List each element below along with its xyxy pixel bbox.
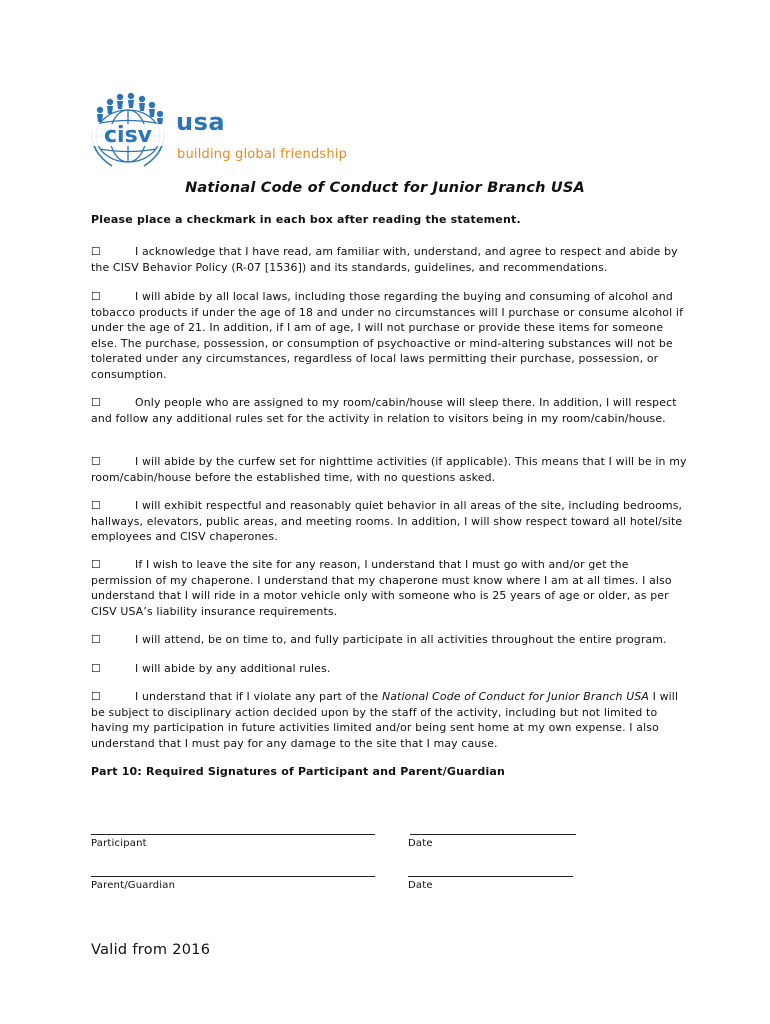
logo-tagline: building global friendship bbox=[177, 147, 348, 162]
checkbox[interactable]: ☐ bbox=[91, 396, 101, 409]
statement-1 bbox=[91, 244, 687, 275]
participant-date-line[interactable] bbox=[410, 834, 576, 835]
statement-text: If I wish to leave the site for any reason, I understand that I must go with and/or get the permission of my chaperone. I understand that my chaperone must know where I am at all times. I also understand that I will ride in a motor vehicle only with someone who is 25 years of age or older, as per CISV USA’s liability insurance requirements. bbox=[91, 558, 672, 618]
checkbox[interactable]: ☐ bbox=[91, 499, 101, 512]
statement-8 bbox=[91, 661, 687, 677]
instruction-text: Please place a checkmark in each box after reading the statement. bbox=[91, 213, 521, 226]
statement-text: I will attend, be on time to, and fully participate in all activities throughout the entire program. bbox=[135, 633, 667, 646]
statement-text-before: I understand that if I violate any part of the bbox=[135, 690, 382, 703]
cisv-usa-logo bbox=[86, 90, 356, 170]
statement-7 bbox=[91, 632, 687, 648]
parent-guardian-label: Parent/Guardian bbox=[91, 880, 176, 891]
statement-text: I acknowledge that I have read, am familiar with, understand, and agree to respect and abide by the CISV Behavior Policy (R-07 [1536]) and its standards, guidelines, and recommendations. bbox=[91, 245, 678, 274]
logo-cisv-text: cisv bbox=[103, 123, 153, 148]
parent-date-label: Date bbox=[408, 880, 433, 891]
part-10-heading: Part 10: Required Signatures of Participant and Parent/Guardian bbox=[91, 765, 506, 778]
statement-5 bbox=[91, 498, 687, 545]
statement-italic-title: National Code of Conduct for Junior Branch USA bbox=[381, 690, 649, 703]
statement-text: I will abide by any additional rules. bbox=[135, 662, 331, 675]
statement-text: I will abide by the curfew set for nighttime activities (if applicable). This means that I will be in my room/cabin/house before the established time, with no questions asked. bbox=[91, 455, 687, 484]
checkbox[interactable]: ☐ bbox=[91, 455, 101, 468]
statement-text: I will exhibit respectful and reasonably quiet behavior in all areas of the site, including bedrooms, hallways, elevators, public areas, and meeting rooms. In addition, I will show respect toward all hotel/site employees and CISV chaperones. bbox=[91, 499, 683, 544]
participant-signature-line[interactable] bbox=[91, 834, 375, 835]
checkbox[interactable]: ☐ bbox=[91, 558, 101, 571]
checkbox[interactable]: ☐ bbox=[91, 633, 101, 646]
document-title: National Code of Conduct for Junior Branch USA bbox=[185, 180, 585, 196]
statement-text: I will abide by all local laws, including those regarding the buying and consuming of alcohol and tobacco products if under the age of 18 and under no circumstances will I purchase or consume alcohol if under the age of 21. In addition, if I am of age, I will not purchase or provide these items for someone else. The purchase, possession, or consumption of psychoactive or mind-altering substances will not be tolerated under any circumstances, regardless of local laws permitting their purchase, possession, or consumption. bbox=[91, 290, 684, 381]
statement-2 bbox=[91, 289, 687, 383]
statement-3 bbox=[91, 395, 687, 426]
statement-6 bbox=[91, 557, 687, 619]
parent-signature-line[interactable] bbox=[91, 876, 375, 877]
validity-footer: Valid from 2016 bbox=[91, 942, 211, 958]
checkbox[interactable]: ☐ bbox=[91, 290, 101, 303]
checkbox[interactable]: ☐ bbox=[91, 690, 101, 703]
statement-text-after: I will be subject to disciplinary action decided upon by the staff of the activity, including but not limited to having my participation in future activities limited and/or being sent home at my own expense. I also understand that I must pay for any damage to the site that I may cause. bbox=[91, 690, 679, 750]
participant-date-label: Date bbox=[408, 838, 433, 849]
statement-text: Only people who are assigned to my room/cabin/house will sleep there. In addition, I will respect and follow any additional rules set for the activity in relation to visitors being in my room/cabin/house. bbox=[91, 396, 677, 425]
globe-people-icon bbox=[86, 90, 176, 170]
parent-date-line[interactable] bbox=[408, 876, 573, 877]
checkbox[interactable]: ☐ bbox=[91, 662, 101, 675]
checkbox[interactable]: ☐ bbox=[91, 245, 101, 258]
statement-9 bbox=[91, 689, 687, 751]
statement-4 bbox=[91, 454, 687, 485]
logo-country-text: usa bbox=[176, 108, 226, 136]
participant-label: Participant bbox=[91, 838, 147, 849]
